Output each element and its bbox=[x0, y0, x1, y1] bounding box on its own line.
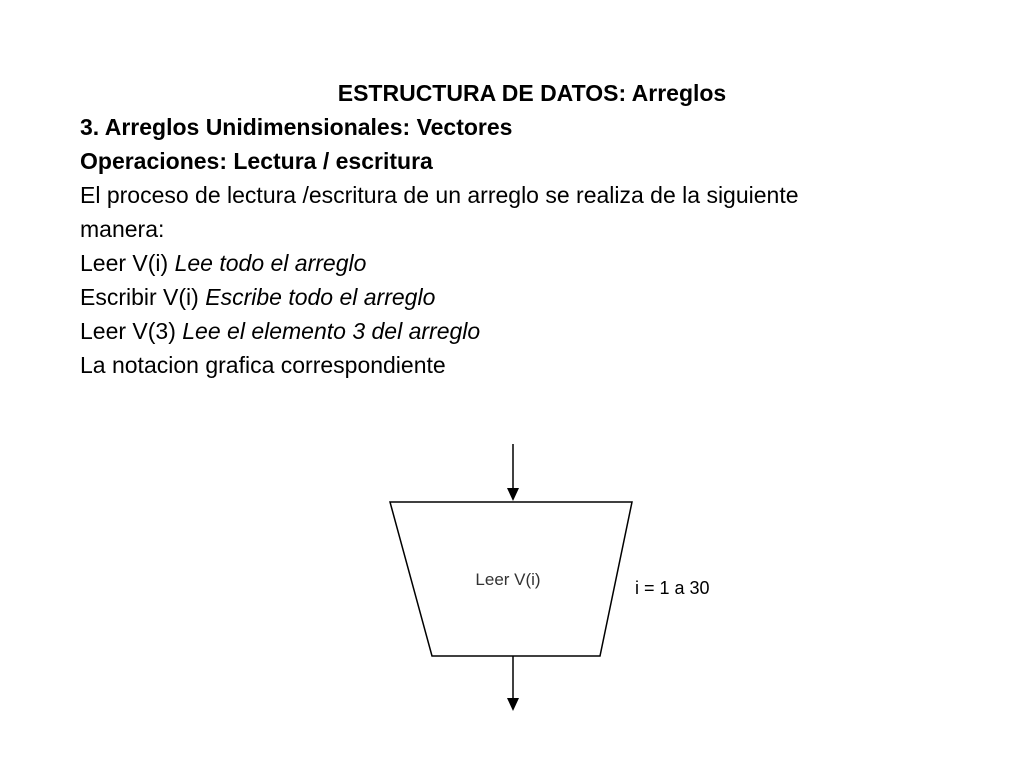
incoming-arrowhead-icon bbox=[507, 488, 519, 501]
slide-subtitle: 3. Arreglos Unidimensionales: Vectores bbox=[80, 114, 513, 140]
example-read-all bbox=[80, 246, 980, 280]
flowchart-svg bbox=[380, 440, 740, 720]
closing-line: La notacion grafica correspondiente bbox=[80, 352, 446, 378]
example-code: Escribir V(i) bbox=[80, 284, 199, 310]
example-description: Lee todo el arreglo bbox=[174, 250, 367, 276]
paragraph-line-1: El proceso de lectura /escritura de un arreglo se realiza de la siguiente bbox=[80, 182, 799, 208]
slide-title: ESTRUCTURA DE DATOS: Arreglos bbox=[337, 80, 727, 106]
example-description: Lee el elemento 3 del arreglo bbox=[182, 318, 481, 344]
outgoing-arrowhead-icon bbox=[507, 698, 519, 711]
shape-label: Leer V(i) bbox=[475, 570, 541, 589]
slide-content bbox=[80, 76, 980, 382]
example-code: Leer V(i) bbox=[80, 250, 169, 276]
paragraph-line-2: manera: bbox=[80, 216, 165, 242]
section-heading: Operaciones: Lectura / escritura bbox=[80, 148, 433, 174]
example-write-all bbox=[80, 280, 980, 314]
loop-range-label: i = 1 a 30 bbox=[635, 578, 710, 598]
example-description: Escribe todo el arreglo bbox=[205, 284, 436, 310]
example-code: Leer V(3) bbox=[80, 318, 176, 344]
example-read-element bbox=[80, 314, 980, 348]
flowchart-read-symbol bbox=[380, 440, 740, 720]
